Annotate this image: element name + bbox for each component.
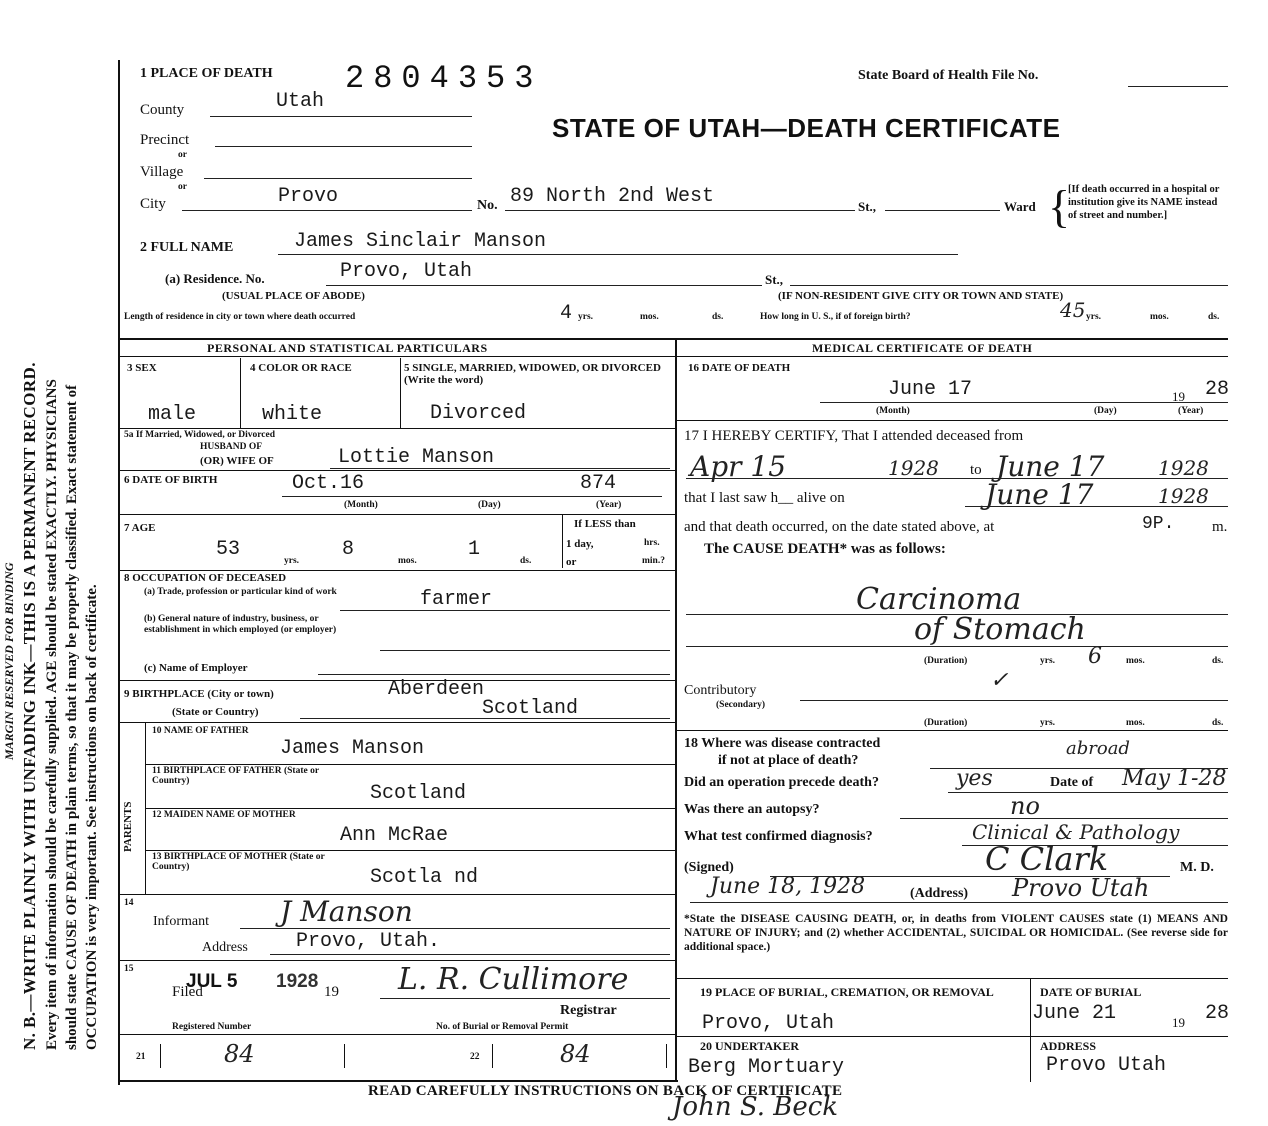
contrib-yrs-label: yrs. <box>1040 718 1056 728</box>
full-name-value: James Sinclair Manson <box>294 230 547 253</box>
occupation-b-line <box>380 650 670 651</box>
row7-bottom <box>118 570 675 571</box>
registrar-signature: L. R. Cullimore <box>398 962 629 997</box>
how-long-us-yrs: 45 <box>1060 298 1086 322</box>
sidebar-line-3: should state CAUSE OF DEATH in plain terms, so that it may be properly classified. Exact statement of <box>64 384 80 1050</box>
mother-value: Ann McRae <box>340 824 449 847</box>
bottom-border <box>118 1080 678 1082</box>
residence-label: (a) Residence. No. <box>165 271 265 286</box>
burial-num-prefix: 22 <box>470 1052 480 1062</box>
how-long-mos-unit: mos. <box>1150 312 1169 322</box>
residence-st-label: St., <box>765 272 784 287</box>
informant-address-label: Address <box>202 940 248 955</box>
nonresident-label: (IF NON-RESIDENT GIVE CITY OR TOWN AND STATE) <box>778 290 1064 302</box>
operation-date: May 1-28 <box>1122 766 1227 791</box>
village-label: Village <box>140 164 184 180</box>
county-line <box>210 116 472 117</box>
father-birthplace: Scotland <box>370 782 467 805</box>
reg-box-right <box>344 1044 345 1068</box>
residence-value: Provo, Utah <box>340 260 473 283</box>
registrar-label: Registrar <box>560 1003 617 1018</box>
dob-label: 6 DATE OF BIRTH <box>124 474 218 486</box>
or-1: or <box>178 150 187 160</box>
spouse-value: Lottie Manson <box>338 446 495 469</box>
left-border <box>118 60 120 1085</box>
physician-signature: C Clark <box>985 840 1109 878</box>
precinct-line <box>215 146 472 147</box>
parents-label: PARENTS <box>122 801 134 852</box>
undertaker-address: Provo Utah <box>1046 1054 1167 1077</box>
row12-bottom <box>145 850 675 851</box>
informant-address-line <box>270 954 670 955</box>
attended-from-year: 1928 <box>888 456 939 480</box>
length-yrs-unit: yrs. <box>578 312 594 322</box>
death-year-label: (Year) <box>1178 406 1204 416</box>
one-day-label: 1 day, <box>566 538 594 550</box>
mother-birthplace: Scotla nd <box>370 866 479 889</box>
cause-line-2: of Stomach <box>914 612 1086 647</box>
footnote-bottom <box>675 978 1228 979</box>
village-line <box>204 178 472 179</box>
reg-box-left <box>160 1044 161 1068</box>
marital-label: 5 SINGLE, MARRIED, WIDOWED, OR DIVORCED (Write the word) <box>404 362 661 387</box>
row16-bottom <box>675 420 1228 421</box>
mother-label: 12 MAIDEN NAME OF MOTHER <box>152 810 296 820</box>
city-line <box>182 210 472 211</box>
burial-divider <box>1030 978 1031 1082</box>
test-label: What test confirmed diagnosis? <box>684 829 873 844</box>
sidebar-line-1: N. B.—WRITE PLAINLY WITH UNFADING INK—THIS IS A PERMANENT RECORD. <box>20 362 39 1050</box>
certificate-title: STATE OF UTAH—DEATH CERTIFICATE <box>552 113 1061 143</box>
spouse-label-c: (OR) WIFE OF <box>200 455 274 467</box>
file-number: 2804353 <box>345 60 543 97</box>
length-ds-unit: ds. <box>712 312 724 322</box>
md-label: M. D. <box>1180 860 1214 875</box>
birthplace-city: Aberdeen <box>388 678 485 701</box>
age-label: 7 AGE <box>124 522 156 534</box>
ward-brace: { <box>1048 181 1071 232</box>
length-residence-yrs: 4 <box>560 302 573 325</box>
county-value: Utah <box>276 90 325 113</box>
father-label: 10 NAME OF FATHER <box>152 726 249 736</box>
hrs-label: hrs. <box>644 538 660 548</box>
footnote: *State the DISEASE CAUSING DEATH, or, in deaths from VIOLENT CAUSES state (1) MEANS AND NATURE OF INJURY; and (2) whether ACCIDENTAL, SUICIDAL OR HOMICIDAL. (See reverse side for additional space.) <box>684 913 1228 953</box>
burial-box-right <box>666 1044 667 1068</box>
birthplace-line <box>300 718 670 719</box>
reg-num-prefix: 21 <box>136 1052 146 1062</box>
last-saw-date: June 17 <box>985 478 1094 511</box>
filed-label: Filed <box>172 984 203 1000</box>
date-of-death-label: 16 DATE OF DEATH <box>688 362 791 374</box>
occupation-value: farmer <box>420 588 493 611</box>
contributory-label: Contributory <box>684 683 757 698</box>
operation-value: yes <box>956 766 993 791</box>
marital-value: Divorced <box>430 402 527 425</box>
row11-bottom <box>145 808 675 809</box>
time-m: m. <box>1212 519 1228 535</box>
burial-permit-value: 84 <box>560 1040 591 1068</box>
autopsy-value: no <box>1010 792 1040 820</box>
age-yrs: 53 <box>216 538 241 561</box>
informant-signature: J Manson <box>280 895 413 928</box>
board-file-line <box>1128 86 1228 87</box>
physician-address-label: (Address) <box>910 886 969 901</box>
or-label: or <box>566 556 577 568</box>
sidebar-margin-note: MARGIN RESERVED FOR BINDING <box>2 562 16 760</box>
heading-underline-right <box>675 356 1228 357</box>
how-long-ds-unit: ds. <box>1208 312 1220 322</box>
street-line <box>505 210 855 211</box>
burial-year: 28 <box>1205 1002 1230 1025</box>
burial-date: June 21 <box>1032 1002 1117 1025</box>
birthplace-country: Scotland <box>482 697 579 720</box>
full-name-label: 2 FULL NAME <box>140 240 234 255</box>
q18-answer: abroad <box>1066 738 1130 759</box>
burial-19: 19 <box>1172 1015 1185 1030</box>
spouse-label-b: HUSBAND OF <box>200 442 263 452</box>
place-of-death-label: 1 PLACE OF DEATH <box>140 66 273 81</box>
birthplace-state-label: (State or Country) <box>172 706 259 718</box>
ward-label: Ward <box>1004 199 1036 214</box>
death-day-label: (Day) <box>1094 406 1117 416</box>
undertaker-value: Berg Mortuary <box>688 1056 845 1079</box>
no-label: No. <box>477 198 498 213</box>
mother-birthplace-label: 13 BIRTHPLACE OF MOTHER (State or Country) <box>152 852 325 873</box>
county-label: County <box>140 102 185 118</box>
row6-bottom <box>118 514 675 515</box>
operation-label: Did an operation precede death? <box>684 775 879 790</box>
cause-line-1: Carcinoma <box>856 582 1022 617</box>
spouse-line <box>330 468 670 469</box>
filed-num: 15 <box>124 964 134 974</box>
street-address: 89 North 2nd West <box>510 185 715 208</box>
undertaker-address-label: ADDRESS <box>1040 1039 1097 1053</box>
date-of-death-value: June 17 <box>888 378 973 401</box>
contrib-duration-label: (Duration) <box>924 718 968 728</box>
length-residence-label: Length of residence in city or town where death occurred <box>124 312 356 322</box>
age-ds-unit: ds. <box>520 556 532 566</box>
min-label: min.? <box>642 556 665 566</box>
sidebar-line-4: OCCUPATION is very important. See instructions on back of certificate. <box>84 584 100 1050</box>
dob-day-label: (Day) <box>478 500 501 510</box>
reg-number-value: 84 <box>224 1040 255 1068</box>
q18-label-2: if not at place of death? <box>718 753 859 768</box>
filed-date: JUL 5 <box>186 971 238 992</box>
personal-heading: PERSONAL AND STATISTICAL PARTICULARS <box>207 341 488 355</box>
burial-no-label: No. of Burial or Removal Permit <box>436 1022 569 1032</box>
attended-line <box>686 478 1228 479</box>
secondary-label: (Secondary) <box>716 700 766 710</box>
or-2: or <box>178 182 187 192</box>
physician-address: Provo Utah <box>1012 874 1150 902</box>
operation-date-label: Date of <box>1050 775 1094 790</box>
burial-place-value: Provo, Utah <box>702 1012 835 1035</box>
how-long-yrs-unit: yrs. <box>1086 312 1102 322</box>
duration-mos-label: mos. <box>1126 656 1145 666</box>
registrar-line <box>380 998 670 999</box>
burial-box-left <box>492 1044 493 1068</box>
row10-bottom <box>145 764 675 765</box>
row3-bottom <box>118 428 675 429</box>
father-birthplace-label: 11 BIRTHPLACE OF FATHER (State or Country) <box>152 766 319 787</box>
row14-bottom <box>118 960 675 961</box>
signed-label: (Signed) <box>684 860 734 875</box>
precinct-label: Precinct <box>140 132 190 148</box>
q18-label: 18 Where was disease contracted <box>684 736 881 751</box>
death-time: 9P. <box>1142 514 1175 534</box>
attended-from: Apr 15 <box>690 450 787 483</box>
dob-year-label: (Year) <box>596 500 622 510</box>
sex-value: male <box>148 403 197 426</box>
age-ds: 1 <box>468 538 481 561</box>
father-value: James Manson <box>280 737 425 760</box>
city-label: City <box>140 196 166 212</box>
occupation-b-label: (b) General nature of industry, business, or establishment in which employed (or employer) <box>144 614 337 635</box>
burial-row-bottom <box>675 1036 1228 1037</box>
physician-address-line <box>690 902 1228 903</box>
test-value: Clinical & Pathology <box>972 820 1180 844</box>
date-of-death-year: 28 <box>1205 378 1230 401</box>
color-value: white <box>262 403 323 426</box>
certify-text: 17 I HEREBY CERTIFY, That I attended deceased from <box>684 428 1024 444</box>
usual-abode-label: (USUAL PLACE OF ABODE) <box>222 290 365 302</box>
informant-address: Provo, Utah. <box>296 930 441 953</box>
birthplace-label: 9 BIRTHPLACE (City or town) <box>124 688 274 700</box>
filed-19: 19 <box>324 984 339 1000</box>
duration-yrs-label: yrs. <box>1040 656 1056 666</box>
dob-month-day: Oct.16 <box>292 472 365 495</box>
cause-underline-2 <box>686 646 1228 647</box>
read-instructions: READ CAREFULLY INSTRUCTIONS ON BACK OF CERTIFICATE <box>368 1083 843 1099</box>
occupation-a-label: (a) Trade, profession or particular kind of work <box>144 587 337 597</box>
duration-mos: 6 <box>1088 644 1102 669</box>
residence-line <box>326 285 762 286</box>
autopsy-line <box>900 818 1228 819</box>
burial-place-label: 19 PLACE OF BURIAL, CREMATION, OR REMOVAL <box>700 985 994 999</box>
city-value: Provo <box>278 185 339 208</box>
informant-num: 14 <box>124 898 134 908</box>
last-saw-line <box>965 506 1228 507</box>
signed-date: June 18, 1928 <box>710 874 866 899</box>
informant-label: Informant <box>153 914 209 929</box>
attended-to: June 17 <box>996 450 1105 483</box>
row3-div2 <box>400 358 401 428</box>
dob-year: 874 <box>580 472 617 495</box>
duration-label: (Duration) <box>924 656 968 666</box>
occurred-text: and that death occurred, on the date stated above, at <box>684 519 995 535</box>
autopsy-label: Was there an autopsy? <box>684 802 820 817</box>
hospital-note: [If death occurred in a hospital or institution give its NAME instead of street and number.] <box>1068 184 1220 222</box>
how-long-us-label: How long in U. S., if of foreign birth? <box>760 312 911 322</box>
heading-underline-left <box>118 356 675 357</box>
filed-stamp-year: 1928 <box>276 971 319 992</box>
operation-line <box>948 792 1228 793</box>
ward-line <box>885 210 1000 211</box>
cause-text: The CAUSE DEATH* was as follows: <box>704 541 946 557</box>
burial-date-label: DATE OF BURIAL <box>1040 985 1142 999</box>
employer-line <box>318 674 670 675</box>
header-divider <box>118 338 1228 340</box>
row3-div1 <box>240 358 241 428</box>
attended-to-year: 1928 <box>1158 456 1209 480</box>
sex-label: 3 SEX <box>127 362 157 374</box>
undertaker-label: 20 UNDERTAKER <box>700 1039 800 1053</box>
sidebar-line-2: Every item of information should be carefully supplied. AGE should be stated EXACTLY. PHYSICIANS <box>44 379 60 1050</box>
duration-ds-label: ds. <box>1212 656 1224 666</box>
spouse-label-a: 5a If Married, Widowed, or Divorced <box>124 430 276 440</box>
occupation-label: 8 OCCUPATION OF DECEASED <box>124 572 287 584</box>
contributory-line <box>800 700 1228 701</box>
death-month-label: (Month) <box>876 406 910 416</box>
full-name-line <box>278 254 958 255</box>
informant-line <box>240 928 670 929</box>
board-file-label: State Board of Health File No. <box>858 68 1039 83</box>
dob-line <box>282 496 662 497</box>
date-of-death-19: 19 <box>1172 389 1185 404</box>
reg-header-line <box>118 1034 675 1035</box>
age-yrs-unit: yrs. <box>284 556 300 566</box>
sidebar-instructions <box>0 0 110 1126</box>
age-mos-unit: mos. <box>398 556 417 566</box>
age-mos: 8 <box>342 538 355 561</box>
color-label: 4 COLOR OR RACE <box>250 362 352 374</box>
reg-number-label: Registered Number <box>172 1022 252 1032</box>
cause-bottom <box>675 730 1228 731</box>
row5a-bottom <box>118 470 675 471</box>
contrib-mos-label: mos. <box>1126 718 1145 728</box>
to-label: to <box>970 462 982 478</box>
age-less-divider <box>562 514 563 568</box>
contrib-ds-label: ds. <box>1212 718 1224 728</box>
last-saw-text: that I last saw h__ alive on <box>684 490 845 506</box>
st-label: St., <box>858 199 877 214</box>
last-saw-year: 1928 <box>1158 484 1209 508</box>
center-divider <box>675 340 677 1082</box>
date-of-death-line <box>820 402 1228 403</box>
dob-month-label: (Month) <box>344 500 378 510</box>
contributory-value: ✓ <box>990 668 1009 693</box>
occupation-c-label: (c) Name of Employer <box>144 662 248 674</box>
less-than-label: If LESS than <box>574 518 636 530</box>
row9-bottom <box>118 722 675 723</box>
medical-heading: MEDICAL CERTIFICATE OF DEATH <box>812 341 1033 355</box>
nonres-line <box>790 285 1228 286</box>
occupation-line <box>340 610 670 611</box>
undertaker-signature: John S. Beck <box>672 1092 839 1122</box>
length-mos-unit: mos. <box>640 312 659 322</box>
